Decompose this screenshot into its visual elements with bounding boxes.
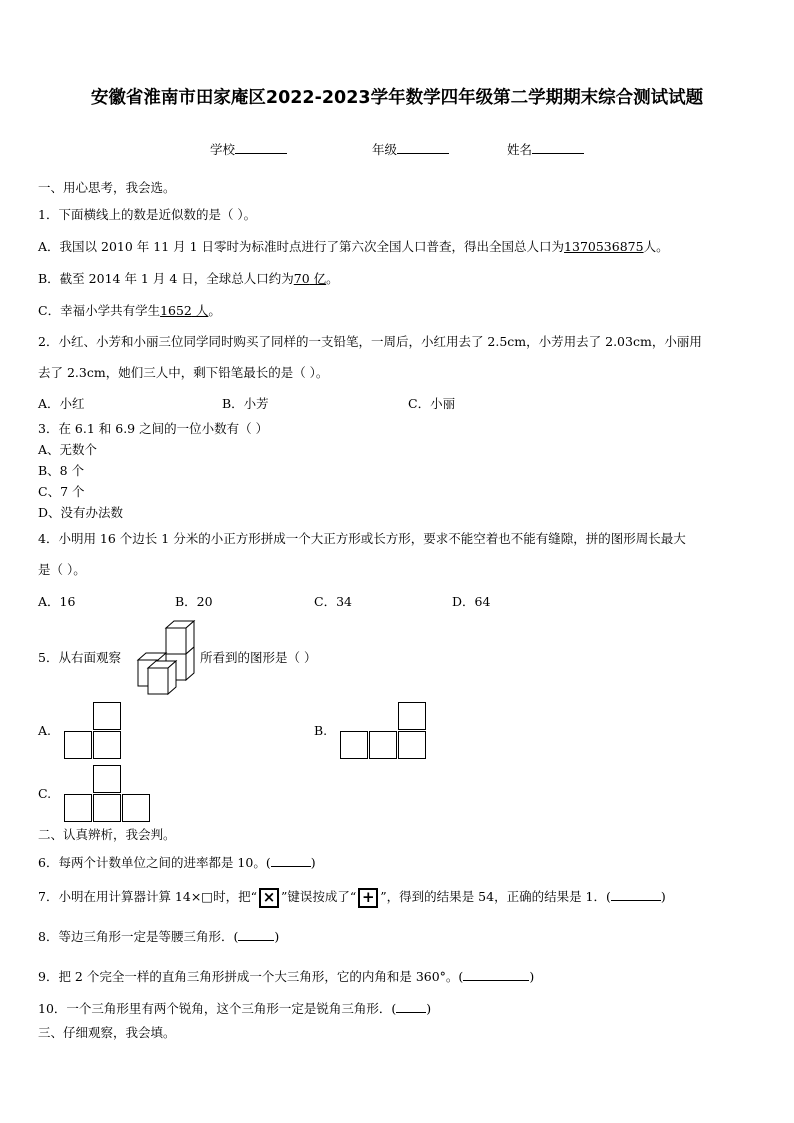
q2-option-b: B．小芳 [222,396,269,411]
q10 [38,1001,431,1016]
grid-square [64,794,92,822]
q7 [38,887,666,908]
q9 [38,969,534,984]
q2-option-a: A．小红 [38,396,85,411]
q1-option-b [38,273,339,286]
q7-text-post: ”，得到的结果是 54，正确的结果是 1．( [380,889,611,904]
q7-answer-blank[interactable] [611,889,661,901]
name-field [507,142,584,157]
grade-label: 年级 [372,142,398,157]
q9-text: 9．把 2 个完全一样的直角三角形拼成一个大三角形，它的内角和是 360°。( [38,969,464,984]
q8-end: ) [274,929,280,944]
grid-square [122,794,150,822]
q1-stem: 1．下面横线上的数是近似数的是（ ）。 [38,207,257,222]
q9-answer-blank[interactable] [463,969,529,981]
q4-option-a: A．16 [38,594,76,609]
school-label: 学校 [210,142,236,157]
q8-text: 8．等边三角形一定是等腰三角形．( [38,929,239,944]
q5-stem-post: 所看到的图形是（ ） [200,650,317,665]
q2-option-c: C．小丽 [408,396,456,411]
name-label: 姓名 [507,142,533,157]
grid-square [64,731,92,759]
q1-c-number: 1652 人 [160,303,209,318]
q3-option-d: D、没有办法数 [38,505,124,520]
name-blank[interactable] [532,142,584,154]
school-blank[interactable] [235,142,287,154]
grid-square [369,731,397,759]
q1-a-post: 人。 [643,239,669,254]
q5-option-b: B. [314,723,328,738]
q2-line1: 2．小红、小芳和小丽三位同学同时购买了同样的一支铅笔，一周后，小红用去了 2.5cm，小芳用去了 2.03cm，小丽用 [38,334,702,349]
section2-heading: 二、认真辨析，我会判。 [38,827,176,842]
q4-option-b: B．20 [175,594,213,609]
q7-end: ) [660,889,666,904]
q4-line2: 是（ ）。 [38,562,86,577]
q1-a-text: A．我国以 2010 年 11 月 1 日零时为标准时点进行了第六次全国人口普查，得出全国总人口为 [38,239,565,254]
grid-square [93,794,121,822]
section3-heading: 三、仔细观察，我会填。 [38,1025,176,1040]
q6-answer-blank[interactable] [271,855,311,867]
q3-option-b: B、8 个 [38,463,85,478]
q10-text: 10．一个三角形里有两个锐角，这个三角形一定是锐角三角形．( [38,1001,397,1016]
school-field [210,142,287,157]
plus-key-icon: + [358,888,378,908]
q9-end: ) [529,969,535,984]
page-title: 安徽省淮南市田家庵区2022-2023学年数学四年级第二学期期末综合测试试题 [90,88,704,108]
q1-b-number: 70 亿 [293,271,327,286]
grade-field [372,142,449,157]
q1-option-c [38,305,221,318]
q8 [38,929,279,944]
grid-square [398,702,426,730]
q3-stem: 3．在 6.1 和 6.9 之间的一位小数有（ ） [38,421,269,436]
grid-square [93,731,121,759]
grid-square [340,731,368,759]
q5-option-a: A. [38,723,52,738]
q6-end: ) [310,855,316,870]
q6-text: 6．每两个计数单位之间的进率都是 10。( [38,855,271,870]
q1-c-text: C．幸福小学共有学生 [38,303,161,318]
q4-option-d: D．64 [452,594,491,609]
q10-answer-blank[interactable] [396,1001,426,1013]
grid-square [398,731,426,759]
q1-option-a [38,241,669,254]
q6 [38,855,316,870]
q7-text-mid: ”键误按成了“ [281,889,357,904]
grid-square [93,702,121,730]
grade-blank[interactable] [397,142,449,154]
multiply-key-icon: × [259,888,279,908]
q1-b-post: 。 [326,271,339,286]
q10-end: ) [426,1001,432,1016]
q5-stem-pre: 5．从右面观察 [38,650,121,665]
section1-heading: 一、用心思考，我会选。 [38,180,176,195]
q4-option-c: C．34 [314,594,352,609]
q2-line2: 去了 2.3cm，她们三人中，剩下铅笔最长的是（ ）。 [38,365,329,380]
q1-c-post: 。 [208,303,221,318]
q8-answer-blank[interactable] [238,929,274,941]
q4-line1: 4．小明用 16 个边长 1 分米的小正方形拼成一个大正方形或长方形，要求不能空着也不能有缝隙，拼的图形周长最大 [38,531,686,546]
q7-text-pre: 7．小明在用计算器计算 14×□时，把“ [38,889,258,904]
grid-square [93,765,121,793]
q5-option-c: C. [38,786,52,801]
q3-option-c: C、7 个 [38,484,85,499]
q3-option-a: A、无数个 [38,442,98,457]
cube-stack-figure [130,620,202,698]
q1-b-text: B．截至 2014 年 1 月 4 日，全球总人口约为 [38,271,294,286]
q1-a-number: 1370536875 [564,239,644,254]
